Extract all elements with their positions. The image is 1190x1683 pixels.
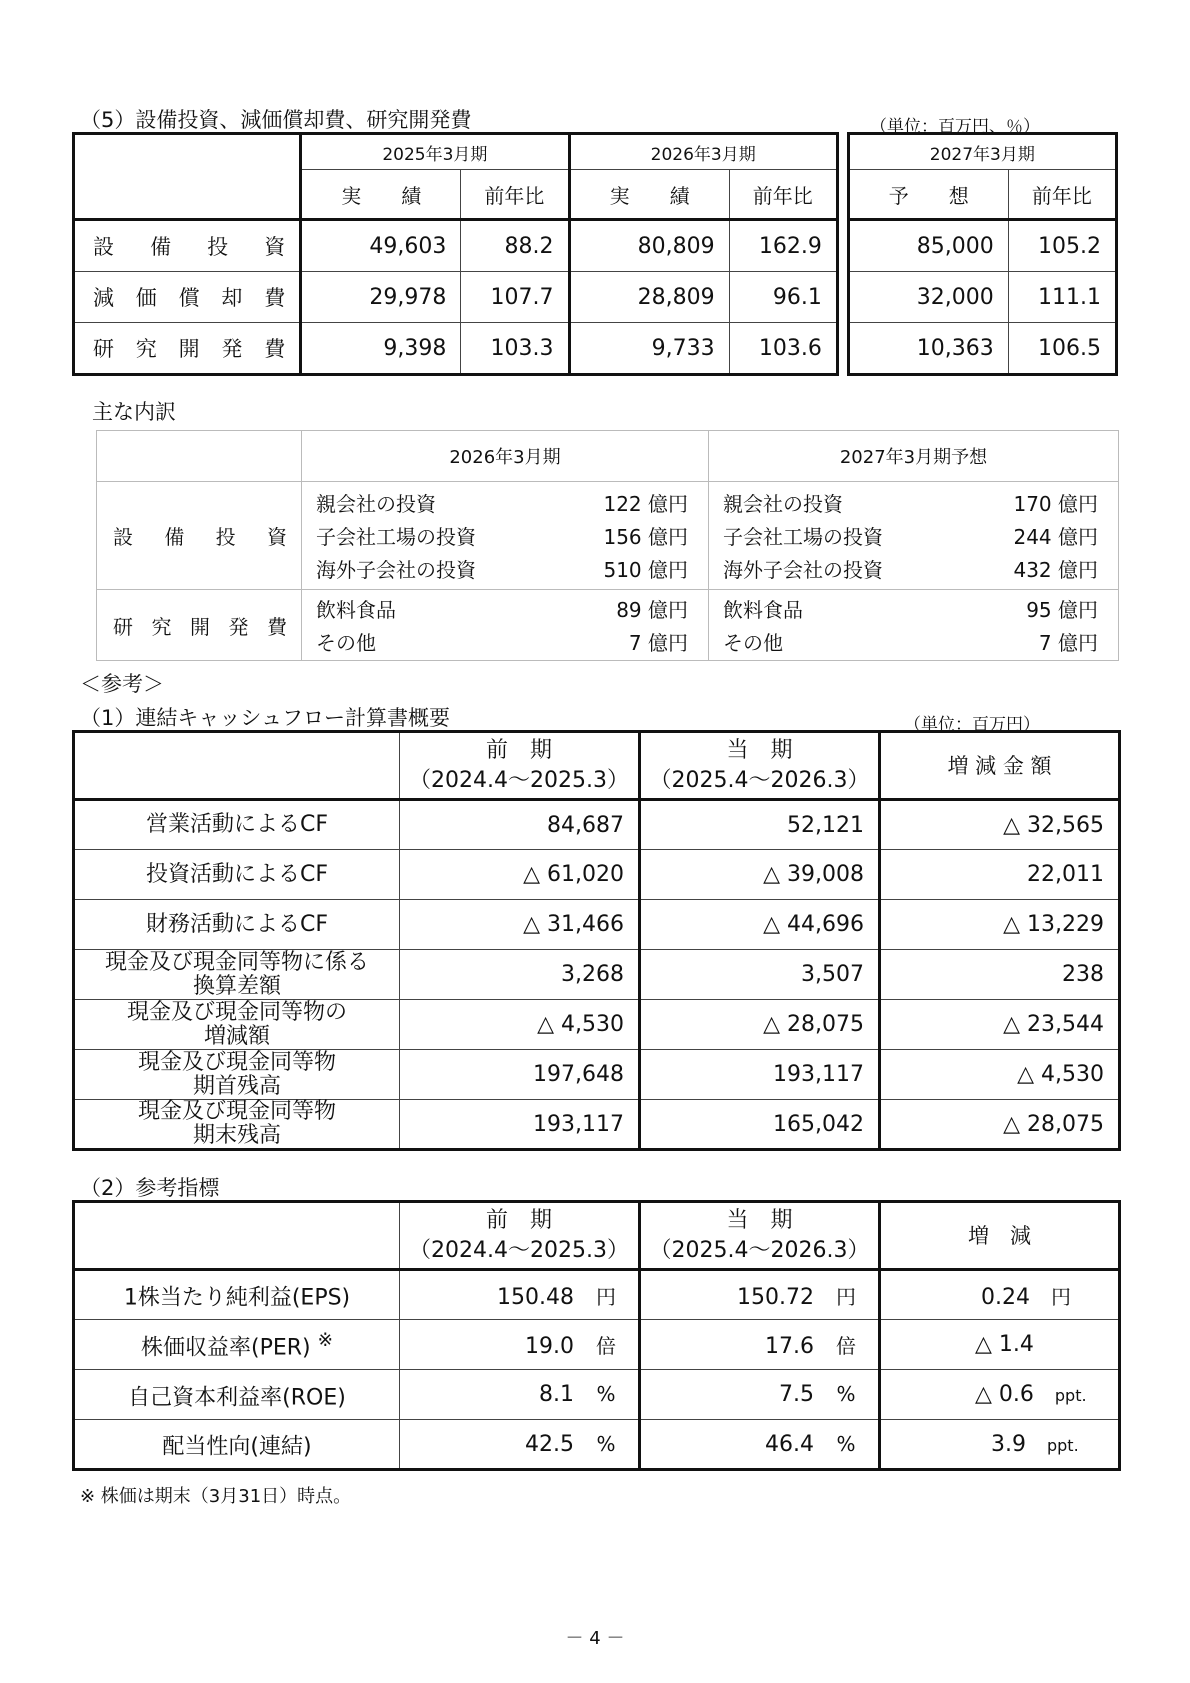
period-header: 2027年3月期 — [848, 134, 1116, 170]
section5-title: （5）設備投資、減価償却費、研究開発費 — [80, 108, 472, 132]
cell: 80,809 — [569, 220, 729, 272]
cell: 52,121 — [640, 800, 880, 850]
cell: 105.2 — [1008, 220, 1116, 272]
row-label: 設備投資 — [97, 482, 302, 590]
table-row: 株価収益率(PER) ※ 19.0 倍 17.6 倍 △ 1.4 — [74, 1320, 1120, 1370]
table-row — [74, 800, 1120, 850]
indicators-title: （2）参考指標 — [80, 1176, 220, 1200]
cell: 197,648 — [400, 1050, 640, 1100]
cell: △ 61,020 — [400, 850, 640, 900]
cell: △ 13,229 — [880, 900, 1120, 950]
row-label: 研究開発費 — [97, 590, 302, 661]
subheader: 前年比 — [1008, 170, 1116, 220]
col-range: （2024.4～2025.3） — [409, 1237, 629, 1263]
row-label: 現金及び現金同等物の 増減額 — [74, 1000, 400, 1050]
cell: 49,603 — [301, 220, 461, 272]
col-header: 前 期 — [485, 1207, 552, 1233]
subheader: 前年比 — [729, 170, 837, 220]
subheader: 実 績 — [569, 170, 729, 220]
cell: 103.3 — [461, 323, 569, 375]
cf-title: （1）連結キャッシュフロー計算書概要 — [80, 706, 450, 730]
col-header: 当 期 — [726, 737, 793, 763]
cell: 111.1 — [1008, 272, 1116, 323]
reference-title: ＜参考＞ — [80, 672, 164, 696]
cell: 96.1 — [729, 272, 837, 323]
cell: 32,000 — [848, 272, 1008, 323]
col-header: 増 減 — [880, 1202, 1120, 1270]
breakdown-header: 2026年3月期 — [302, 431, 709, 482]
cell: 3,268 — [400, 950, 640, 1000]
col-header: 増 減 金 額 — [880, 732, 1120, 800]
row-label: 配当性向(連結) — [162, 1434, 312, 1460]
table-row — [74, 220, 1117, 272]
cell: 88.2 — [461, 220, 569, 272]
col-range: （2025.4～2026.3） — [649, 1237, 870, 1263]
cell: 103.6 — [729, 323, 837, 375]
row-label: 株価収益率(PER) — [141, 1335, 311, 1361]
corner-cell — [74, 134, 301, 220]
cell: 84,687 — [400, 800, 640, 850]
cell: 193,117 — [400, 1100, 640, 1150]
table-row — [74, 323, 1117, 375]
cell: △ 28,075 — [640, 1000, 880, 1050]
cell: △ 23,544 — [880, 1000, 1120, 1050]
list-item: 親会社の投資 170 億円 — [723, 492, 1098, 516]
table-row — [74, 272, 1117, 323]
row-label: 1株当たり純利益(EPS) — [123, 1285, 351, 1311]
col-header: 前 期 — [485, 737, 552, 763]
cell: 107.7 — [461, 272, 569, 323]
breakdown-header: 2027年3月期予想 — [709, 431, 1119, 482]
row-label: 設備投資 — [74, 220, 301, 272]
list-item: 子会社工場の投資 156 億円 — [316, 525, 688, 549]
period-header: 2026年3月期 — [569, 134, 837, 170]
row-label: 営業活動によるCF — [74, 800, 400, 850]
list-item: 海外子会社の投資 510 億円 — [316, 558, 688, 582]
cell: 238 — [880, 950, 1120, 1000]
list-item: その他 7 億円 — [723, 631, 1098, 655]
cell: 3,507 — [640, 950, 880, 1000]
cell: 28,809 — [569, 272, 729, 323]
cell: △ 44,696 — [640, 900, 880, 950]
cell: 106.5 — [1008, 323, 1116, 375]
table-row — [74, 1050, 1120, 1100]
cell: 29,978 — [301, 272, 461, 323]
footnote: ※ 株価は期末（3月31日）時点。 — [80, 1486, 352, 1507]
col-header: 当 期 — [726, 1207, 793, 1233]
row-label: 現金及び現金同等物 期末残高 — [74, 1100, 400, 1150]
subheader: 実 績 — [301, 170, 461, 220]
cell: 10,363 — [848, 323, 1008, 375]
list-item: 飲料食品 95 億円 — [723, 598, 1098, 622]
cell: 22,011 — [880, 850, 1120, 900]
cell: △ 31,466 — [400, 900, 640, 950]
page-number: － 4 － — [565, 1628, 625, 1649]
row-label: 財務活動によるCF — [74, 900, 400, 950]
col-range: （2025.4～2026.3） — [649, 767, 870, 793]
table-row — [74, 1000, 1120, 1050]
cell: 193,117 — [640, 1050, 880, 1100]
row-label: 研究開発費 — [74, 323, 301, 375]
cell: 9,733 — [569, 323, 729, 375]
cell: 165,042 — [640, 1100, 880, 1150]
cell: △ 32,565 — [880, 800, 1120, 850]
row-label: 現金及び現金同等物に係る 換算差額 — [74, 950, 400, 1000]
row-label: 現金及び現金同等物 期首残高 — [74, 1050, 400, 1100]
section5-unit: （単位：百万円、％） — [870, 117, 1040, 137]
subheader: 前年比 — [461, 170, 569, 220]
cf-unit: （単位：百万円） — [904, 715, 1040, 735]
row-label: 減価償却費 — [74, 272, 301, 323]
list-item: 子会社工場の投資 244 億円 — [723, 525, 1098, 549]
table-row — [74, 950, 1120, 1000]
cell: △ 4,530 — [880, 1050, 1120, 1100]
col-range: （2024.4～2025.3） — [409, 767, 629, 793]
table-row — [74, 1100, 1120, 1150]
cell: △ 39,008 — [640, 850, 880, 900]
breakdown-title: 主な内訳 — [92, 400, 176, 424]
table-row: 配当性向(連結) 42.5 % 46.4 % 3.9 ppt. — [74, 1420, 1120, 1470]
period-header: 2025年3月期 — [301, 134, 569, 170]
cell: △ 28,075 — [880, 1100, 1120, 1150]
cell: △ 4,530 — [400, 1000, 640, 1050]
cell: 162.9 — [729, 220, 837, 272]
list-item: 飲料食品 89 億円 — [316, 598, 688, 622]
row-label: 投資活動によるCF — [74, 850, 400, 900]
indicators-table — [72, 1200, 1121, 1471]
breakdown-table — [96, 430, 1119, 661]
row-label: 自己資本利益率(ROE) — [128, 1385, 346, 1411]
subheader: 予 想 — [848, 170, 1008, 220]
table-row: 自己資本利益率(ROE) 8.1 % 7.5 % △ 0.6 ppt. — [74, 1370, 1120, 1420]
table-row — [74, 850, 1120, 900]
cell: 85,000 — [848, 220, 1008, 272]
cell: 9,398 — [301, 323, 461, 375]
cashflow-table — [72, 730, 1121, 1151]
table-row: 1株当たり純利益(EPS) 150.48 円 150.72 円 0.24 円 — [74, 1270, 1120, 1320]
list-item: 海外子会社の投資 432 億円 — [723, 558, 1098, 582]
list-item: その他 7 億円 — [316, 631, 688, 655]
capex-depreciation-rd-table — [72, 132, 1118, 376]
table-row — [74, 900, 1120, 950]
list-item: 親会社の投資 122 億円 — [316, 492, 688, 516]
